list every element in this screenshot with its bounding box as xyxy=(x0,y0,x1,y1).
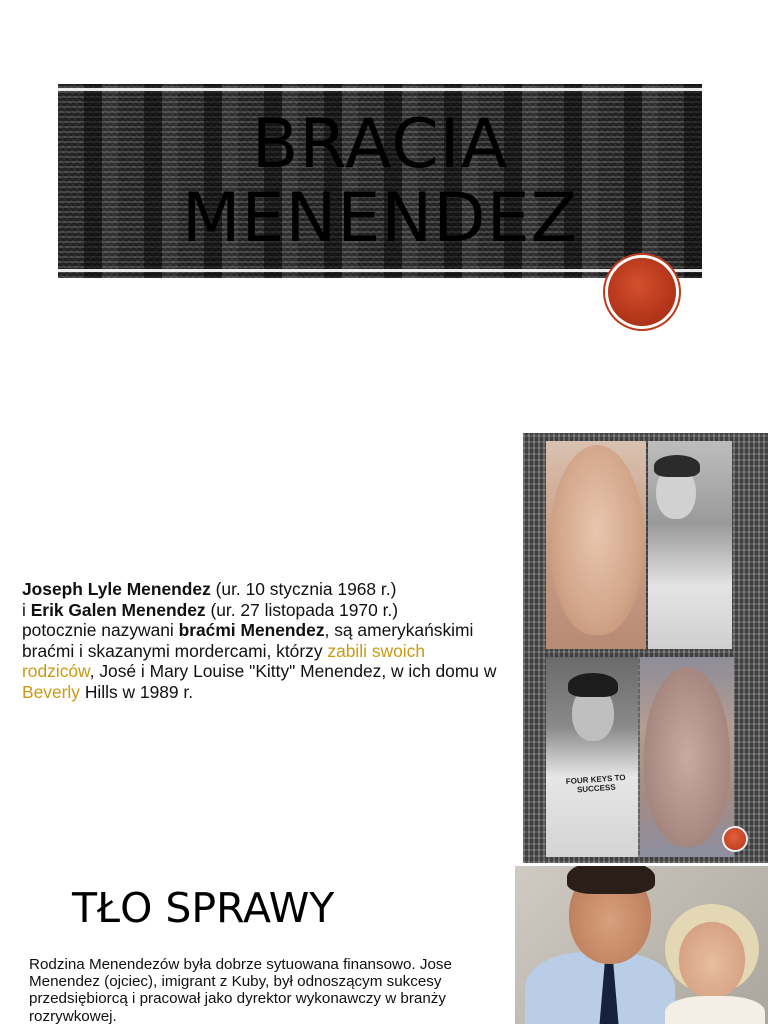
name-lyle: Joseph Lyle Menendez xyxy=(22,579,211,599)
link-beverly[interactable]: Beverly xyxy=(22,681,80,702)
called-text: potocznie nazywani xyxy=(22,620,179,641)
nickname: braćmi Menendez xyxy=(178,620,325,641)
banner-bottom-line xyxy=(58,269,702,272)
shirt-text: FOUR KEYS TO SUCCESS xyxy=(565,772,626,795)
woman-face xyxy=(679,922,745,998)
slide-title xyxy=(58,105,702,258)
photo-2 xyxy=(648,441,732,649)
woman-dress xyxy=(665,996,765,1024)
intro-text-3: Hills w 1989 r. xyxy=(80,681,194,702)
section-text: Rodzina Menendezów była dobrze sytuowana finansowo. Jose Menendez (ojciec), imigrant z Kuby, był odnoszącym sukcesy przedsiębiorcą i pracował jako dyrektor wykonawczy w branży rozrywkowej. xyxy=(29,956,452,1025)
banner-top-line xyxy=(58,88,702,91)
title-line-1: BRACIA xyxy=(251,105,509,184)
name-erik: Erik Galen Menendez xyxy=(30,599,206,620)
title-line-2: MENENDEZ xyxy=(181,179,579,258)
link-killed-parents[interactable]: zabili swoich rodziców xyxy=(22,640,425,682)
decorative-circle-icon xyxy=(608,258,676,326)
face-1 xyxy=(550,445,644,635)
intro-text-1: , są amerykańskimi braćmi i skazanymi mordercami, którzy xyxy=(22,620,474,661)
decorative-small-circle-icon xyxy=(724,828,746,850)
parents-photo xyxy=(515,866,768,1024)
man-hair xyxy=(567,866,655,894)
photo-3 xyxy=(546,657,638,857)
mugshot-photo-1 xyxy=(546,441,646,649)
birth-lyle: (ur. 10 stycznia 1968 r.) xyxy=(210,579,397,599)
section-title: TŁO SPRAWY xyxy=(72,884,335,932)
hair-3 xyxy=(568,673,618,697)
mugshot-photo-4 xyxy=(640,657,734,857)
face-4 xyxy=(644,667,730,847)
intro-text-2: , José i Mary Louise "Kitty" Menendez, w ich domu w xyxy=(89,661,497,682)
intro-paragraph xyxy=(22,579,500,703)
birth-erik: (ur. 27 listopada 1970 r.) xyxy=(205,599,399,620)
hair-2 xyxy=(654,455,700,477)
connector-text: i xyxy=(22,599,31,620)
